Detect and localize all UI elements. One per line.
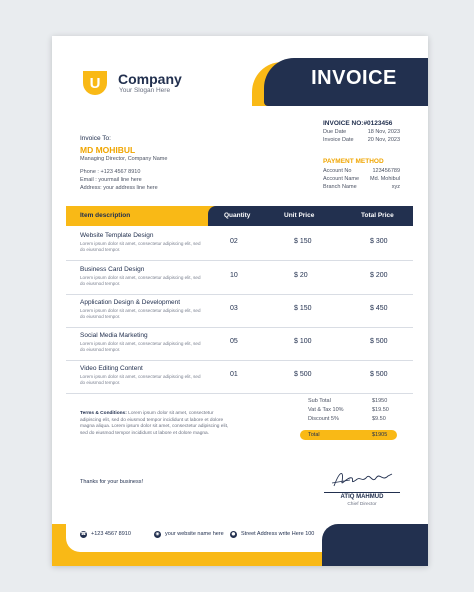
signature-line	[324, 492, 400, 493]
phone-icon: ☎	[80, 532, 87, 537]
discount-value: $9.50	[372, 416, 386, 422]
company-logo-icon	[80, 67, 110, 97]
item-name: Business Card Design	[80, 266, 145, 273]
item-quantity: 05	[230, 338, 238, 345]
invoice-page	[52, 36, 428, 566]
table-row	[66, 327, 413, 361]
discount-label: Discount 5%	[308, 416, 339, 422]
item-name: Video Editing Content	[80, 365, 143, 372]
signatory-name: ATIQ MAHMUD	[340, 494, 384, 500]
item-description: Lorem ipsum dolor sit amet, consectetur adipiscing elit, sed do eiusmod tempor.	[80, 374, 201, 385]
due-date-value: 18 Nov, 2023	[367, 129, 400, 135]
item-quantity: 01	[230, 371, 238, 378]
header-total-price: Total Price	[361, 212, 394, 219]
account-no-value: 123456789	[372, 168, 400, 174]
client-phone: Phone : +123 4567 8910	[80, 169, 141, 175]
item-total: $ 450	[370, 305, 388, 312]
table-row	[66, 294, 413, 328]
logo-letter: U	[89, 75, 101, 92]
account-no-label: Account No	[323, 168, 352, 174]
signatory-role: Chief Director	[347, 502, 377, 507]
item-quantity: 10	[230, 272, 238, 279]
vat-label: Vat & Tax 10%	[308, 407, 344, 413]
grand-total-value: $1905	[372, 432, 388, 438]
item-quantity: 02	[230, 238, 238, 245]
footer-corner	[322, 524, 428, 566]
client-role: Managing Director, Company Name	[80, 156, 168, 162]
signature-image	[330, 468, 396, 490]
item-total: $ 200	[370, 272, 388, 279]
payment-method-title: PAYMENT METHOD	[323, 158, 384, 165]
thank-you-note: Thanks for your business!	[80, 479, 143, 485]
table-row	[66, 261, 413, 295]
item-unit-price: $ 150	[294, 238, 312, 245]
company-name: Company	[118, 71, 182, 87]
item-description: Lorem ipsum dolor sit amet, consectetur adipiscing elit, sed do eiusmod tempor.	[80, 308, 201, 319]
globe-icon: ◉	[155, 532, 160, 537]
account-name-value: Md. Mohibul	[370, 176, 400, 182]
invoice-to-label: Invoice To:	[80, 135, 111, 142]
terms-text: Lorem ipsum dolor sit amet, consectetur adipiscing elit, sed do eiusmod tempor incididunt ut labore et dolore magna aliqua. Lorem ipsum dolor sit amet, consectetur adipiscing elit, sed do eiusmod tempor incididunt ut labore et dolore magna.	[80, 411, 229, 436]
subtotal-value: $1950	[372, 398, 388, 404]
branch-name-label: Branch Name	[323, 184, 357, 190]
client-email: Email : yourmail line here	[80, 177, 142, 183]
terms-label: Terms & Conditions:	[80, 411, 127, 416]
subtotal-label: Sub Total	[308, 398, 331, 404]
table-row	[66, 360, 413, 394]
branch-name-value: xyz	[391, 184, 400, 190]
account-name-label: Account Name	[323, 176, 360, 182]
footer-website: your website name here	[165, 531, 224, 537]
client-address: Address: your address line here	[80, 185, 158, 191]
location-pin-icon: ●	[231, 532, 236, 537]
vat-value: $19.50	[372, 407, 389, 413]
header-unit-price: Unit Price	[284, 212, 315, 219]
item-description: Lorem ipsum dolor sit amet, consectetur adipiscing elit, sed do eiusmod tempor.	[80, 275, 201, 286]
company-slogan: Your Slogan Here	[119, 87, 171, 94]
invoice-title: INVOICE	[311, 67, 397, 89]
item-name: Application Design & Development	[80, 299, 181, 306]
item-unit-price: $ 500	[294, 371, 312, 378]
terms-and-conditions	[80, 411, 235, 437]
invoice-number: INVOICE NO:#0123456	[323, 120, 393, 127]
footer-address: Street Address write Here 100	[241, 531, 315, 537]
footer-phone: +123 4567 8910	[91, 531, 131, 537]
invoice-date-value: 20 Nov, 2023	[367, 137, 400, 143]
item-total: $ 300	[370, 238, 388, 245]
table-row	[66, 227, 413, 261]
item-unit-price: $ 150	[294, 305, 312, 312]
item-description: Lorem ipsum dolor sit amet, consectetur adipiscing elit, sed do eiusmod tempor.	[80, 341, 201, 352]
header-item-description: Item description	[80, 212, 131, 219]
item-total: $ 500	[370, 371, 388, 378]
grand-total-label: Total	[308, 432, 320, 438]
item-unit-price: $ 20	[294, 272, 308, 279]
item-name: Social Media Marketing	[80, 332, 148, 339]
item-description: Lorem ipsum dolor sit amet, consectetur adipiscing elit, sed do eiusmod tempor.	[80, 241, 201, 252]
item-name: Website Template Design	[80, 232, 154, 239]
due-date-label: Due Date	[323, 129, 347, 135]
item-unit-price: $ 100	[294, 338, 312, 345]
client-name: MD MOHIBUL	[80, 145, 136, 155]
header-quantity: Quantity	[224, 212, 251, 219]
item-quantity: 03	[230, 305, 238, 312]
invoice-date-label: Invoice Date	[323, 137, 354, 143]
item-total: $ 500	[370, 338, 388, 345]
